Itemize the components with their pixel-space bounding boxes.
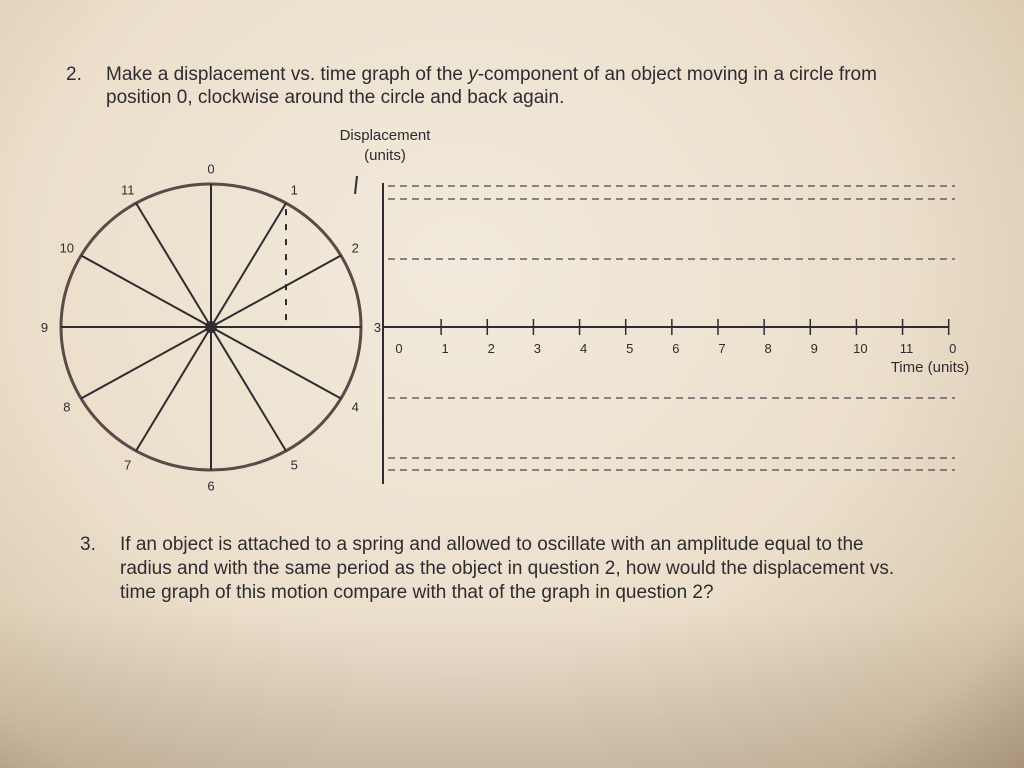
time-tick-label: 6 <box>672 341 680 356</box>
circle-position-label: 11 <box>121 182 135 198</box>
time-tick-label: 7 <box>718 341 726 356</box>
circle-position-label: 3 <box>373 320 382 335</box>
reference-circle <box>41 161 381 493</box>
question-2-number: 2. <box>66 64 82 85</box>
question-3 <box>80 533 910 605</box>
time-tick-label: 0 <box>949 341 957 356</box>
circle-position-label: 0 <box>207 161 215 177</box>
circle-position-label: 6 <box>207 478 215 494</box>
question-2-text-end: -component of an object moving in a circle from position 0, clockwise around the circle and back again. <box>106 64 877 108</box>
spoke-2 <box>211 256 341 328</box>
circle-position-label: 8 <box>63 399 71 415</box>
spoke-5 <box>211 327 286 451</box>
circle-position-label: 4 <box>351 399 359 415</box>
time-tick-label: 1 <box>441 341 449 356</box>
spoke-10 <box>81 256 211 328</box>
y-axis-label-line1: Displacement <box>339 127 431 144</box>
time-tick-label: 5 <box>626 341 634 356</box>
y-axis-arrow-mark <box>355 176 357 194</box>
question-3-number: 3. <box>80 534 96 555</box>
spoke-8 <box>81 327 211 399</box>
x-axis-label: Time (units) <box>890 359 970 376</box>
circle-center-dot <box>205 321 217 333</box>
spoke-4 <box>211 327 341 399</box>
time-tick-label: 10 <box>853 341 868 356</box>
spoke-11 <box>136 203 211 327</box>
question-2-italic-y: y <box>468 64 478 85</box>
circle-position-label: 1 <box>290 182 298 198</box>
spoke-1 <box>211 203 286 327</box>
time-tick-label: 2 <box>487 341 495 356</box>
displacement-time-graph <box>355 176 969 484</box>
time-tick-label: 3 <box>533 341 542 356</box>
circle-position-label: 2 <box>351 240 359 256</box>
time-tick-label: 9 <box>810 341 818 356</box>
time-tick-label: 8 <box>764 341 772 356</box>
circle-position-label: 5 <box>290 457 298 473</box>
time-tick-label: 4 <box>579 341 588 356</box>
time-tick-label: 11 <box>899 341 914 356</box>
question-2-text-start: Make a displacement vs. time graph of the <box>106 64 469 85</box>
spoke-7 <box>136 327 211 451</box>
circle-position-label: 7 <box>124 457 132 473</box>
circle-position-label: 9 <box>40 320 49 335</box>
y-axis-label-line2: (units) <box>364 147 406 164</box>
circle-position-label: 10 <box>59 240 75 256</box>
time-tick-label: 0 <box>395 341 403 356</box>
question-3-text: If an object is attached to a spring and allowed to oscillate with an amplitude equal to the radius and with the same period as the object in question 2, how would the displacement vs. time graph of this motion compare with that of the graph in question 2? <box>120 534 895 603</box>
